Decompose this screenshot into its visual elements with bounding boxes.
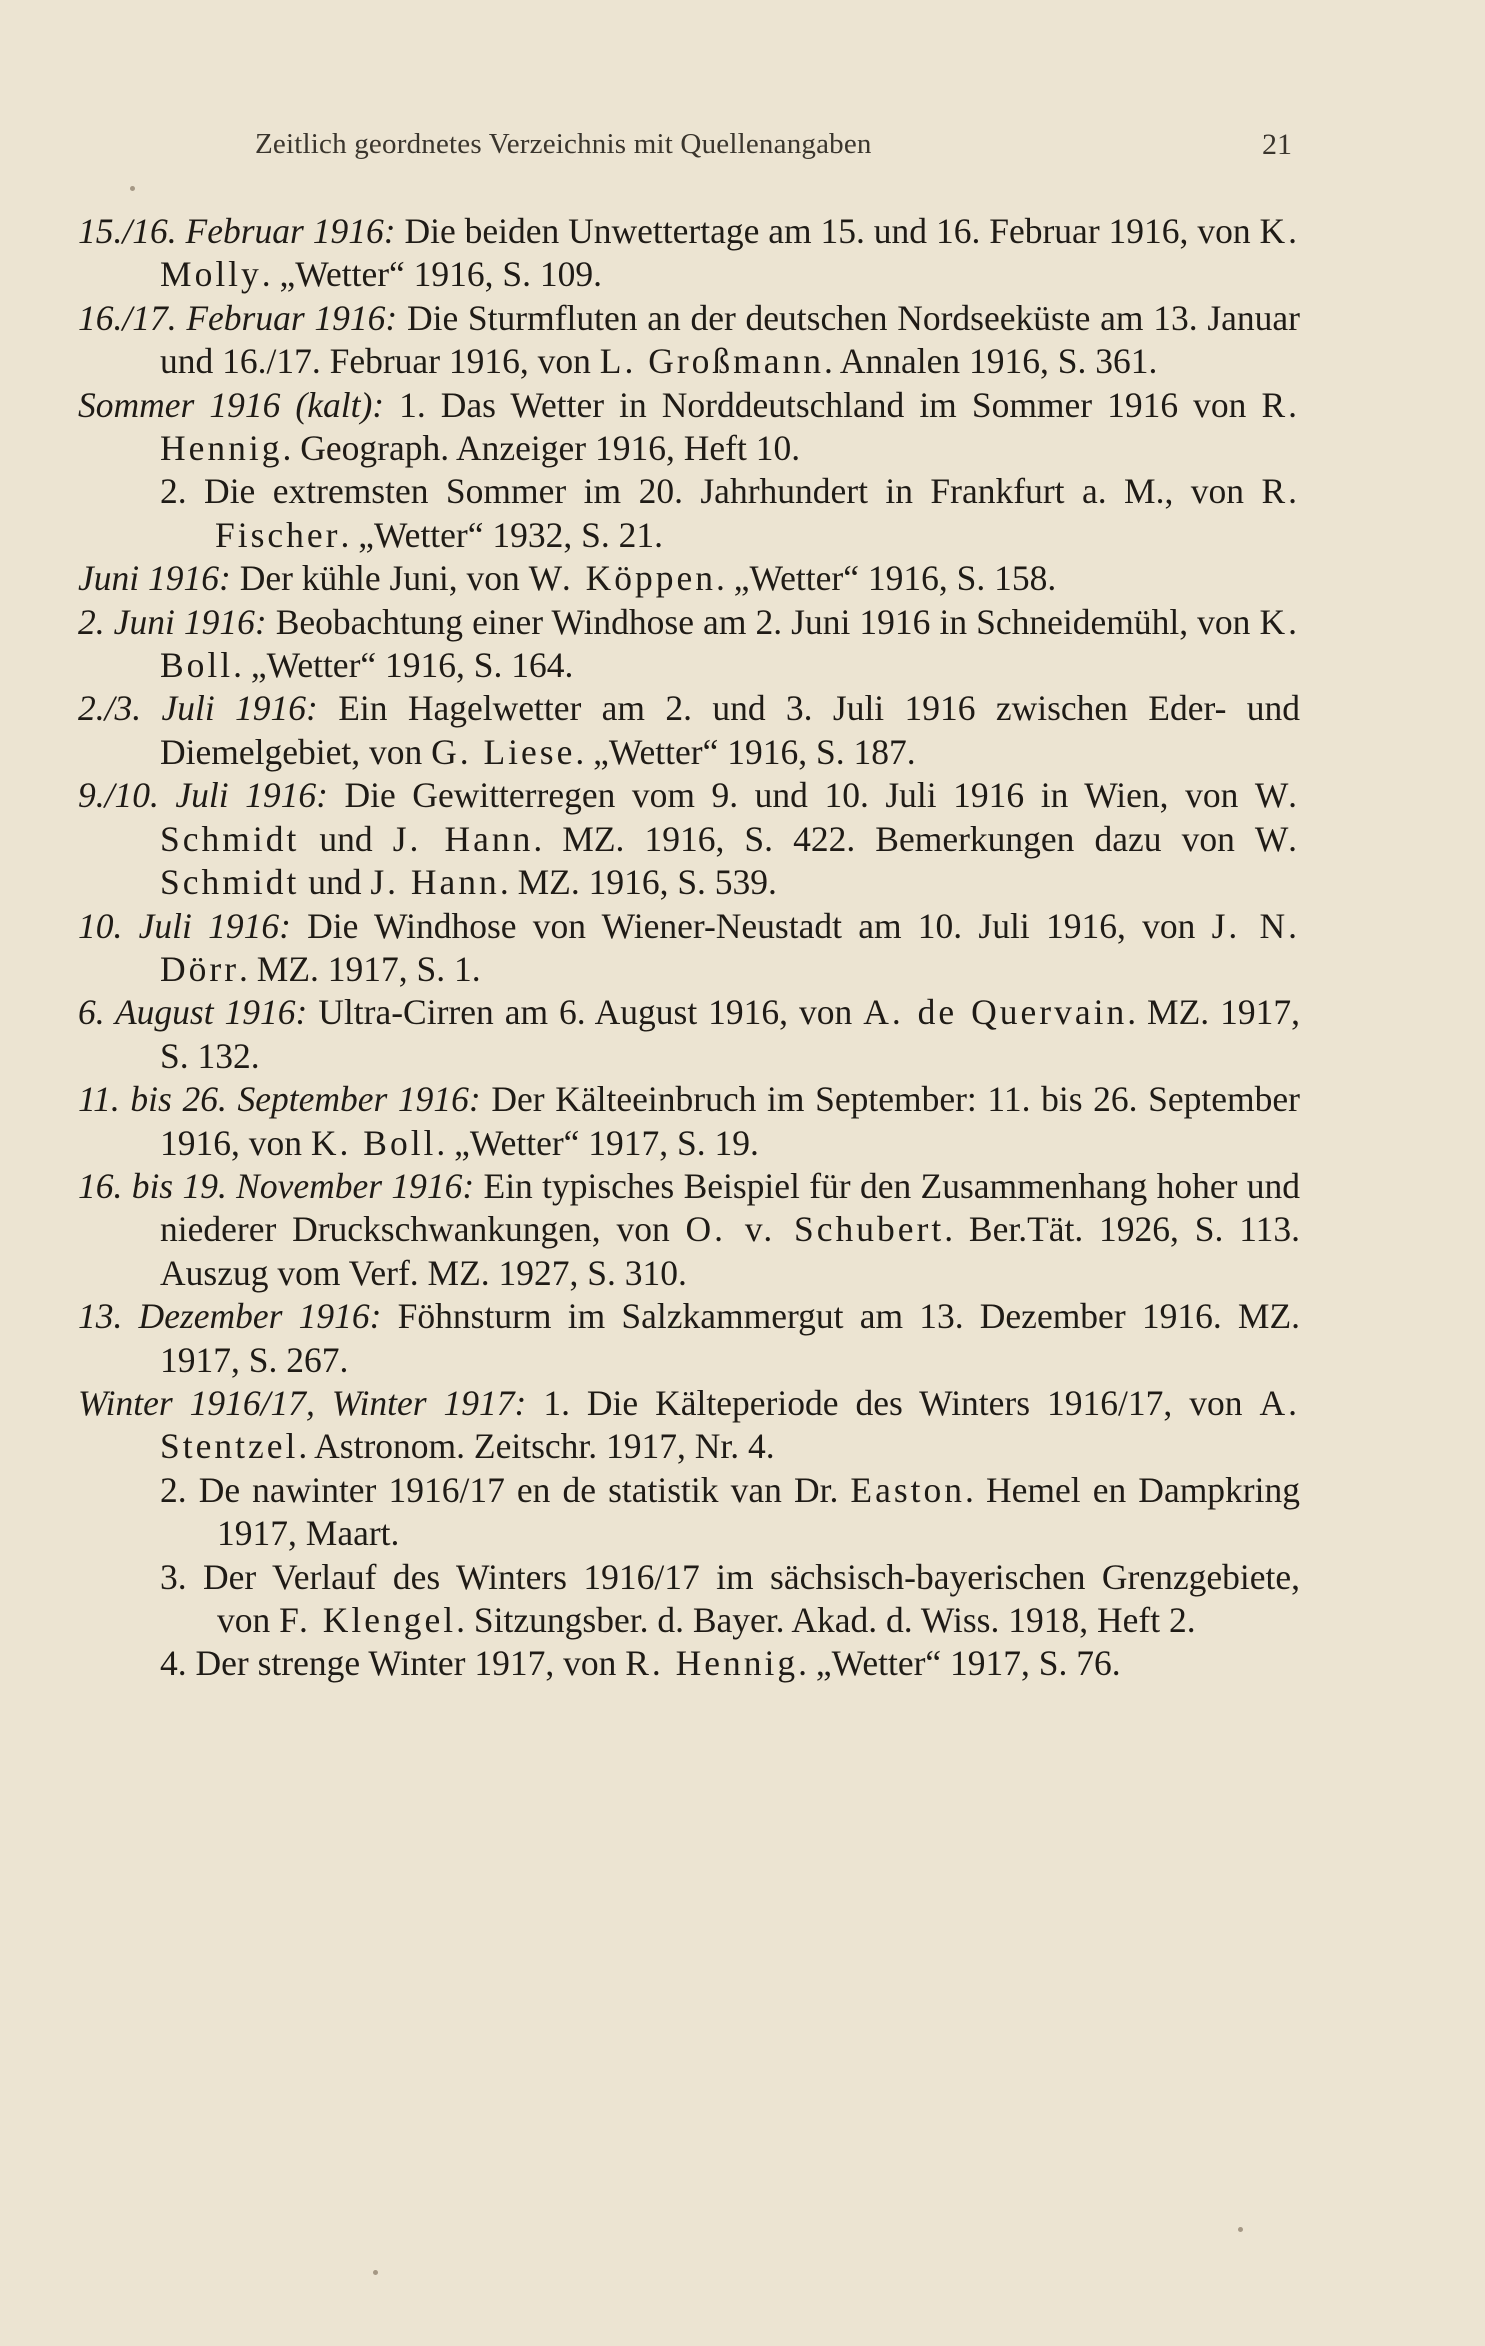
entry-author: W. Schmidt	[160, 775, 1300, 859]
list-item	[78, 1295, 1300, 1382]
entry-source: . „Wetter“ 1917, S. 19.	[436, 1122, 759, 1163]
entry-author: L. Großmann	[599, 341, 825, 382]
entry-text: Die extremsten Sommer im 20. Jahrhundert in Frankfurt a. M., von	[186, 471, 1262, 512]
entry-author: J. Hann	[392, 818, 534, 859]
sub-number: 1.	[399, 384, 426, 425]
entry-source: . „Wetter“ 1916, S. 158.	[716, 558, 1057, 599]
entry-author: K. Boll	[160, 601, 1300, 686]
entry-date: Sommer 1916 (kalt):	[78, 384, 385, 425]
entry-author: R. Hennig	[625, 1643, 799, 1684]
entry-text: Ein typisches Beispiel für den Zusammenhang hoher und niederer Druckschwankungen, von	[160, 1165, 1300, 1250]
list-item	[78, 384, 1300, 471]
entry-date: Winter 1916/17, Winter 1917:	[78, 1382, 527, 1423]
entry-text: Föhnsturm im Salzkammergut am 13. Dezember 1916. MZ. 1917, S. 267.	[160, 1296, 1300, 1380]
entry-text: . MZ. 1916, S. 422. Bemerkungen dazu von	[533, 818, 1255, 859]
entry-author: J. N. Dörr	[160, 905, 1301, 989]
entry-text: Die Kälteperiode des Winters 1916/17, von	[569, 1382, 1260, 1423]
entry-source: . Ber.Tät. 1926, S. 113. Auszug vom Verf. MZ. 1927, S. 310.	[160, 1209, 1300, 1293]
sub-number: 3.	[160, 1556, 187, 1597]
entry-source: . „Wetter“ 1917, S. 76.	[798, 1643, 1121, 1684]
entry-text: Der Verlauf des Winters 1916/17 im sächsisch-bayerischen Grenzgebiete, von	[186, 1556, 1300, 1640]
entry-source: . „Wetter“ 1916, S. 187.	[575, 731, 916, 772]
entry-text: Der strenge Winter 1917, von	[186, 1643, 626, 1684]
entry-source: . Sitzungsber. d. Bayer. Akad. d. Wiss. 1918, Heft 2.	[456, 1600, 1196, 1640]
list-item	[78, 1165, 1300, 1295]
entry-date: 9./10. Juli 1916:	[78, 775, 328, 816]
entry-author: Easton	[850, 1469, 966, 1510]
entry-author: W. Köppen	[528, 558, 716, 599]
list-item	[78, 991, 1300, 1078]
entry-source: . MZ. 1916, S. 539.	[499, 862, 777, 903]
entry-text: De nawinter 1916/17 en de statistik van Dr.	[186, 1469, 851, 1510]
sub-item	[78, 1556, 1300, 1643]
sub-item	[78, 470, 1300, 557]
entry-date: 10. Juli 1916:	[78, 905, 291, 946]
entry-date: 16./17. Februar 1916:	[78, 297, 398, 338]
sub-item	[78, 1469, 1300, 1556]
entry-author: K. Boll	[310, 1122, 437, 1163]
entry-source: . MZ. 1917, S. 1.	[239, 948, 481, 989]
entry-text: Beobachtung einer Windhose am 2. Juni 1916 in Schneidemühl, von	[266, 601, 1260, 642]
entry-author: G. Liese	[431, 731, 576, 772]
list-item	[78, 1382, 1300, 1469]
paper-speck	[130, 186, 135, 191]
entry-text: Der kühle Juni, von	[230, 558, 529, 599]
sub-number: 4.	[160, 1643, 187, 1684]
entry-author: K. Molly	[160, 211, 1300, 295]
entry-author: F. Klengel	[279, 1600, 457, 1640]
entry-date: 2. Juni 1916:	[78, 601, 267, 642]
entry-date: 13. Dezember 1916:	[78, 1296, 382, 1337]
entry-text: Die Gewitterregen vom 9. und 10. Juli 1916 in Wien, von	[327, 775, 1255, 816]
list-item	[78, 297, 1300, 384]
entry-date: 16. bis 19. November 1916:	[78, 1165, 475, 1206]
paper-speck	[1238, 2227, 1243, 2232]
sub-number: 1.	[543, 1382, 570, 1423]
entry-author: R. Fischer	[215, 471, 1300, 555]
paper-speck	[373, 2270, 378, 2275]
entry-text: Der Kälteeinbruch im September: 11. bis 26. September 1916, von	[160, 1079, 1300, 1163]
entry-source: . „Wetter“ 1916, S. 109.	[261, 254, 603, 295]
entry-author: J. Hann	[370, 862, 500, 903]
sub-number: 2.	[160, 1469, 187, 1510]
entry-author: A. de Quervain	[863, 992, 1128, 1033]
running-header	[255, 128, 1300, 176]
entry-date: Juni 1916:	[78, 558, 231, 599]
list-item	[78, 687, 1300, 774]
entry-source: . Geograph. Anzeiger 1916, Heft 10.	[282, 428, 801, 469]
entry-text: Ein Hagelwetter am 2. und 3. Juli 1916 zwischen Eder- und Diemelgebiet, von	[160, 688, 1300, 772]
sub-item	[78, 1642, 1300, 1685]
page-number: 21	[1262, 128, 1292, 161]
entry-date: 2./3. Juli 1916:	[78, 688, 318, 729]
chronological-list	[78, 210, 1300, 1686]
entry-text: Die beiden Unwettertage am 15. und 16. Februar 1916, von	[395, 211, 1260, 251]
list-item	[78, 1078, 1300, 1165]
entry-source: . „Wetter“ 1932, S. 21.	[340, 514, 663, 555]
list-item	[78, 601, 1300, 688]
entry-text: Das Wetter in Norddeutschland im Sommer 1916 von	[425, 384, 1262, 425]
entry-text: und	[299, 862, 371, 903]
entry-source: . Astronom. Zeitschr. 1917, Nr. 4.	[298, 1426, 775, 1467]
entry-date: 6. August 1916:	[78, 992, 308, 1033]
entry-author: A. Stentzel	[160, 1382, 1300, 1467]
list-item	[78, 905, 1300, 992]
entry-source: . MZ. 1917, S. 132.	[160, 992, 1301, 1076]
header-title: Zeitlich geordnetes Verzeichnis mit Quellenangaben	[255, 128, 872, 160]
entry-text: Die Windhose von Wiener-Neustadt am 10. Juli 1916, von	[290, 905, 1212, 946]
entry-date: 11. bis 26. September 1916:	[78, 1079, 481, 1120]
sub-number: 2.	[160, 471, 187, 512]
entry-source: . Annalen 1916, S. 361.	[824, 341, 1158, 382]
entry-text: Ultra-Cirren am 6. August 1916, von	[307, 992, 864, 1033]
entry-text: Die Sturmfluten an der deutschen Nordseeküste am 13. Januar und 16./17. Februar 1916, von	[160, 297, 1300, 382]
entry-source: . Hemel en Dampkring 1917, Maart.	[217, 1469, 1300, 1554]
list-item	[78, 210, 1300, 297]
entry-author: O. v. Schubert	[685, 1209, 945, 1250]
entry-date: 15./16. Februar 1916:	[78, 211, 396, 251]
entry-text: und	[299, 818, 393, 859]
list-item	[78, 557, 1300, 600]
entry-author: W. Schmidt	[160, 818, 1301, 903]
entry-author: R. Hennig	[160, 384, 1301, 469]
list-item	[78, 774, 1300, 904]
entry-source: . „Wetter“ 1916, S. 164.	[233, 645, 574, 686]
